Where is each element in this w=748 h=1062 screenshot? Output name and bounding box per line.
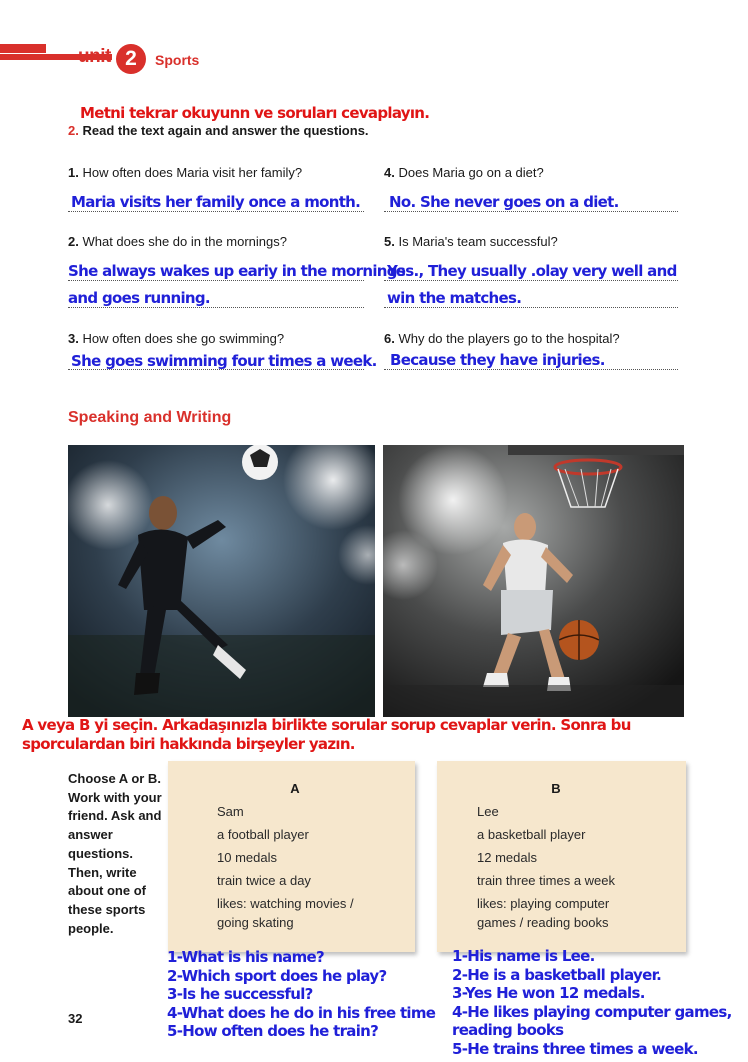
answer-4: No. She never goes on a diet.	[389, 193, 619, 211]
answer-line	[384, 307, 678, 308]
question-2: 2. What does she do in the mornings?	[68, 234, 287, 249]
list-item: 2-He is a basketball player.	[452, 965, 662, 984]
answer-line	[68, 280, 364, 281]
instruction-turkish-speaking: A veya B yi seçin. Arkadaşınızla birlikte sorular sorup cevaplar verin. Sonra bu sporculardan biri hakkında birşeyler yazın.	[22, 716, 631, 753]
card-b-line: likes: playing computer	[477, 896, 610, 911]
answer-line	[68, 211, 364, 212]
football-player-photo	[68, 445, 375, 717]
answer-3: She goes swimming four times a week.	[71, 352, 377, 370]
answer-2-line-1: She always wakes up eariy in the mornings	[68, 262, 406, 280]
card-b-line: train three times a week	[477, 873, 616, 888]
card-b-line: games / reading books	[477, 915, 609, 930]
card-a-line: going skating	[217, 915, 294, 930]
page-number: 32	[68, 1011, 83, 1026]
basketball-player-photo	[383, 445, 684, 717]
answer-5-line-2: win the matches.	[387, 289, 522, 307]
card-a-label: A	[290, 781, 300, 796]
list-item: 1-What is his name?	[167, 948, 324, 966]
question-5: 5. Is Maria's team successful?	[384, 234, 558, 249]
answer-line	[68, 307, 364, 308]
list-item: 5-How often does he train?	[167, 1022, 379, 1040]
answer-line	[384, 369, 678, 370]
answer-line	[384, 211, 678, 212]
exercise-instruction	[68, 123, 369, 138]
card-b-label: B	[551, 781, 561, 796]
question-6: 6. Why do the players go to the hospital?	[384, 331, 620, 346]
exercise-number: 2.	[68, 123, 79, 138]
answer-6: Because they have injuries.	[390, 351, 605, 369]
exercise-instruction-text: Read the text again and answer the questions.	[82, 123, 369, 138]
card-a-line: 10 medals	[217, 850, 277, 865]
answer-1: Maria visits her family once a month.	[71, 193, 361, 211]
answer-5-line-1: Yes., They usually .olay very well and	[387, 262, 677, 280]
card-a-line: Sam	[217, 804, 244, 819]
card-b-line: a basketball player	[477, 827, 586, 842]
questions-list-a	[167, 948, 435, 1041]
list-item: 3-Yes He won 12 medals.	[452, 984, 645, 1002]
list-item: 3-Is he successful?	[167, 985, 313, 1003]
section-title: Speaking and Writing	[68, 409, 232, 426]
card-a-line: train twice a day	[217, 873, 311, 888]
instruction-turkish: Metni tekrar okuyunn ve soruları cevaplayın.	[80, 104, 430, 122]
question-1: 1. How often does Maria visit her family?	[68, 165, 303, 180]
question-4: 4. Does Maria go on a diet?	[384, 165, 544, 180]
list-item: 4-What does he do in his free time	[167, 1003, 436, 1022]
list-item: 1-His name is Lee.	[452, 947, 595, 965]
answer-line	[68, 369, 364, 370]
unit-number-badge: 2	[116, 44, 146, 74]
card-b-line: 12 medals	[477, 850, 537, 865]
question-3: 3. How often does she go swimming?	[68, 331, 285, 346]
card-a-line: likes: watching movies /	[217, 896, 354, 911]
answer-line	[384, 280, 678, 281]
unit-topic: Sports	[155, 52, 200, 68]
unit-label: unit	[78, 46, 111, 67]
list-item: reading books	[452, 1021, 564, 1039]
answers-list-b	[452, 947, 732, 1058]
speaking-instruction: Choose A or B. Work with your friend. Ask and answer questions. Then, write about one of these sports people.	[68, 771, 162, 936]
list-item: 5-He trains three times a week.	[452, 1039, 698, 1058]
list-item: 4-He likes playing computer games,	[452, 1002, 732, 1021]
card-b-line: Lee	[477, 804, 499, 819]
list-item: 2-Which sport does he play?	[167, 966, 387, 985]
answer-2-line-2: and goes running.	[68, 289, 210, 307]
header-bar	[0, 44, 46, 53]
card-a-line: a football player	[217, 827, 309, 842]
